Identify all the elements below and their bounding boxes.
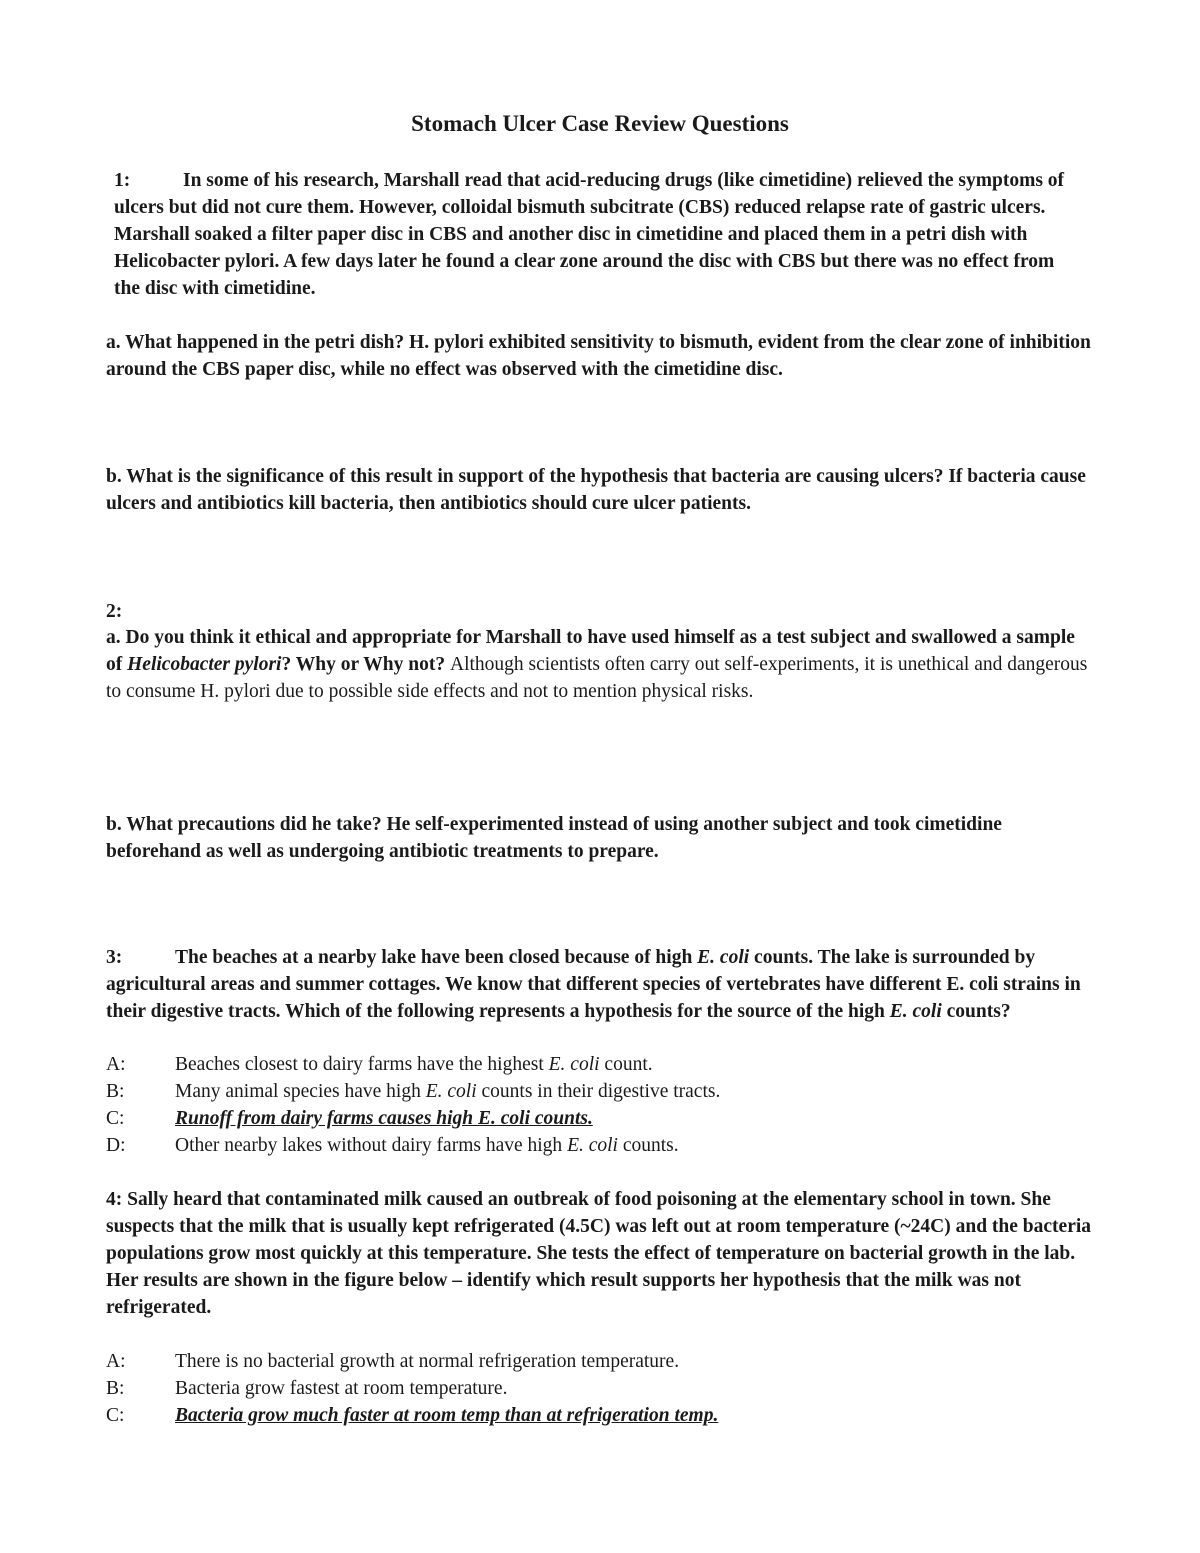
question-3-option-b bbox=[106, 1078, 1096, 1105]
option-letter: B: bbox=[106, 1378, 125, 1399]
question-4-option-a bbox=[106, 1348, 1096, 1375]
question-3-ecoli: E. coli bbox=[697, 947, 750, 968]
question-3 bbox=[106, 944, 1096, 1025]
page-title: Stomach Ulcer Case Review Questions bbox=[411, 111, 789, 136]
option-emphasis: E. coli bbox=[425, 1081, 477, 1102]
option-text: There is no bacterial growth at normal refrigeration temperature. bbox=[175, 1351, 680, 1372]
option-text: Beaches closest to dairy farms have the highest bbox=[175, 1054, 549, 1075]
option-text-end: count. bbox=[599, 1054, 653, 1075]
question-1b: b. What is the significance of this result in support of the hypothesis that bacteria are causing ulcers? If bacteria cause ulcers and antibiotics kill bacteria, then antibiotics should cure ulcer patients. bbox=[106, 466, 1086, 514]
question-2a-question-end: ? Why or Why not? bbox=[281, 654, 450, 675]
question-3-option-c bbox=[106, 1105, 1096, 1132]
question-3-ecoli-2: E. coli bbox=[889, 1001, 942, 1022]
option-text: Bacteria grow fastest at room temperature. bbox=[175, 1378, 508, 1399]
question-1a: a. What happened in the petri dish? H. pylori exhibited sensitivity to bismuth, evident from the clear zone of inhibition around the CBS paper disc, while no effect was observed with the cimetidine disc. bbox=[106, 332, 1091, 380]
question-2b: b. What precautions did he take? He self-experimented instead of using another subject and took cimetidine beforehand as well as undergoing antibiotic treatments to prepare. bbox=[106, 814, 1002, 862]
question-4: 4: Sally heard that contaminated milk caused an outbreak of food poisoning at the elementary school in town. She suspects that the milk that is usually kept refrigerated (4.5C) was left out at room temperature (~24C) and the bacteria populations grow most quickly at this temperature. She tests the effect of temperature on bacterial growth in the lab. Her results are shown in the figure below – identify which result supports her hypothesis that the milk was not refrigerated. bbox=[106, 1189, 1092, 1318]
option-letter: B: bbox=[106, 1081, 125, 1102]
question-2-number: 2: bbox=[106, 601, 123, 622]
question-3-number: 3: bbox=[106, 947, 123, 968]
option-letter: A: bbox=[106, 1054, 126, 1075]
question-4-option-b bbox=[106, 1375, 1096, 1402]
question-1 bbox=[114, 167, 1084, 302]
option-text: Many animal species have high bbox=[175, 1081, 426, 1102]
option-letter: D: bbox=[106, 1135, 126, 1156]
question-1-text: In some of his research, Marshall read that acid-reducing drugs (like cimetidine) relieved the symptoms of ulcers but did not cure them. However, colloidal bismuth subcitrate (CBS) reduced relapse rate of gastric ulcers. Marshall soaked a filter paper disc in CBS and another disc in cimetidine and placed them in a petri dish with Helicobacter pylori. A few days later he found a clear zone around the disc with CBS but there was no effect from the disc with cimetidine. bbox=[114, 170, 1065, 299]
question-2a bbox=[106, 624, 1096, 705]
question-2a-prefix: a. Do you think it ethical and appropriate for Marshall to have used himself as a test subject and swallowed a sample of bbox=[106, 627, 1075, 675]
selected-answer: Runoff from dairy farms causes high E. coli counts. bbox=[175, 1108, 593, 1129]
option-letter: A: bbox=[106, 1351, 126, 1372]
question-3-option-a bbox=[106, 1051, 1096, 1078]
option-text-end: counts in their digestive tracts. bbox=[476, 1081, 721, 1102]
option-emphasis: E. coli bbox=[548, 1054, 600, 1075]
option-text: Other nearby lakes without dairy farms have high bbox=[175, 1135, 568, 1156]
question-1-number: 1: bbox=[114, 170, 131, 191]
question-3-stem-1: The beaches at a nearby lake have been closed because of high bbox=[175, 947, 698, 968]
selected-answer: Bacteria grow much faster at room temp than at refrigeration temp. bbox=[175, 1405, 719, 1426]
option-letter: C: bbox=[106, 1405, 125, 1426]
option-letter: C: bbox=[106, 1108, 125, 1129]
question-4-option-c bbox=[106, 1402, 1096, 1429]
question-3-option-d bbox=[106, 1132, 1096, 1159]
question-2a-organism: Helicobacter pylori bbox=[127, 654, 282, 675]
option-emphasis: E. coli bbox=[567, 1135, 618, 1156]
question-2a-answer: Although scientists often carry out self-experiments, it is unethical and dangerous to consume H. pylori due to possible side effects and not to mention physical risks. bbox=[106, 654, 1088, 702]
question-3-stem-2: counts. The lake is surrounded by agricultural areas and summer cottages. We know that different species of vertebrates have different E. coli strains in their digestive tracts. Which of the following represents a hypothesis for the source of the high bbox=[106, 947, 1081, 1022]
option-text-end: counts. bbox=[617, 1135, 679, 1156]
question-3-stem-3: counts? bbox=[941, 1001, 1011, 1022]
